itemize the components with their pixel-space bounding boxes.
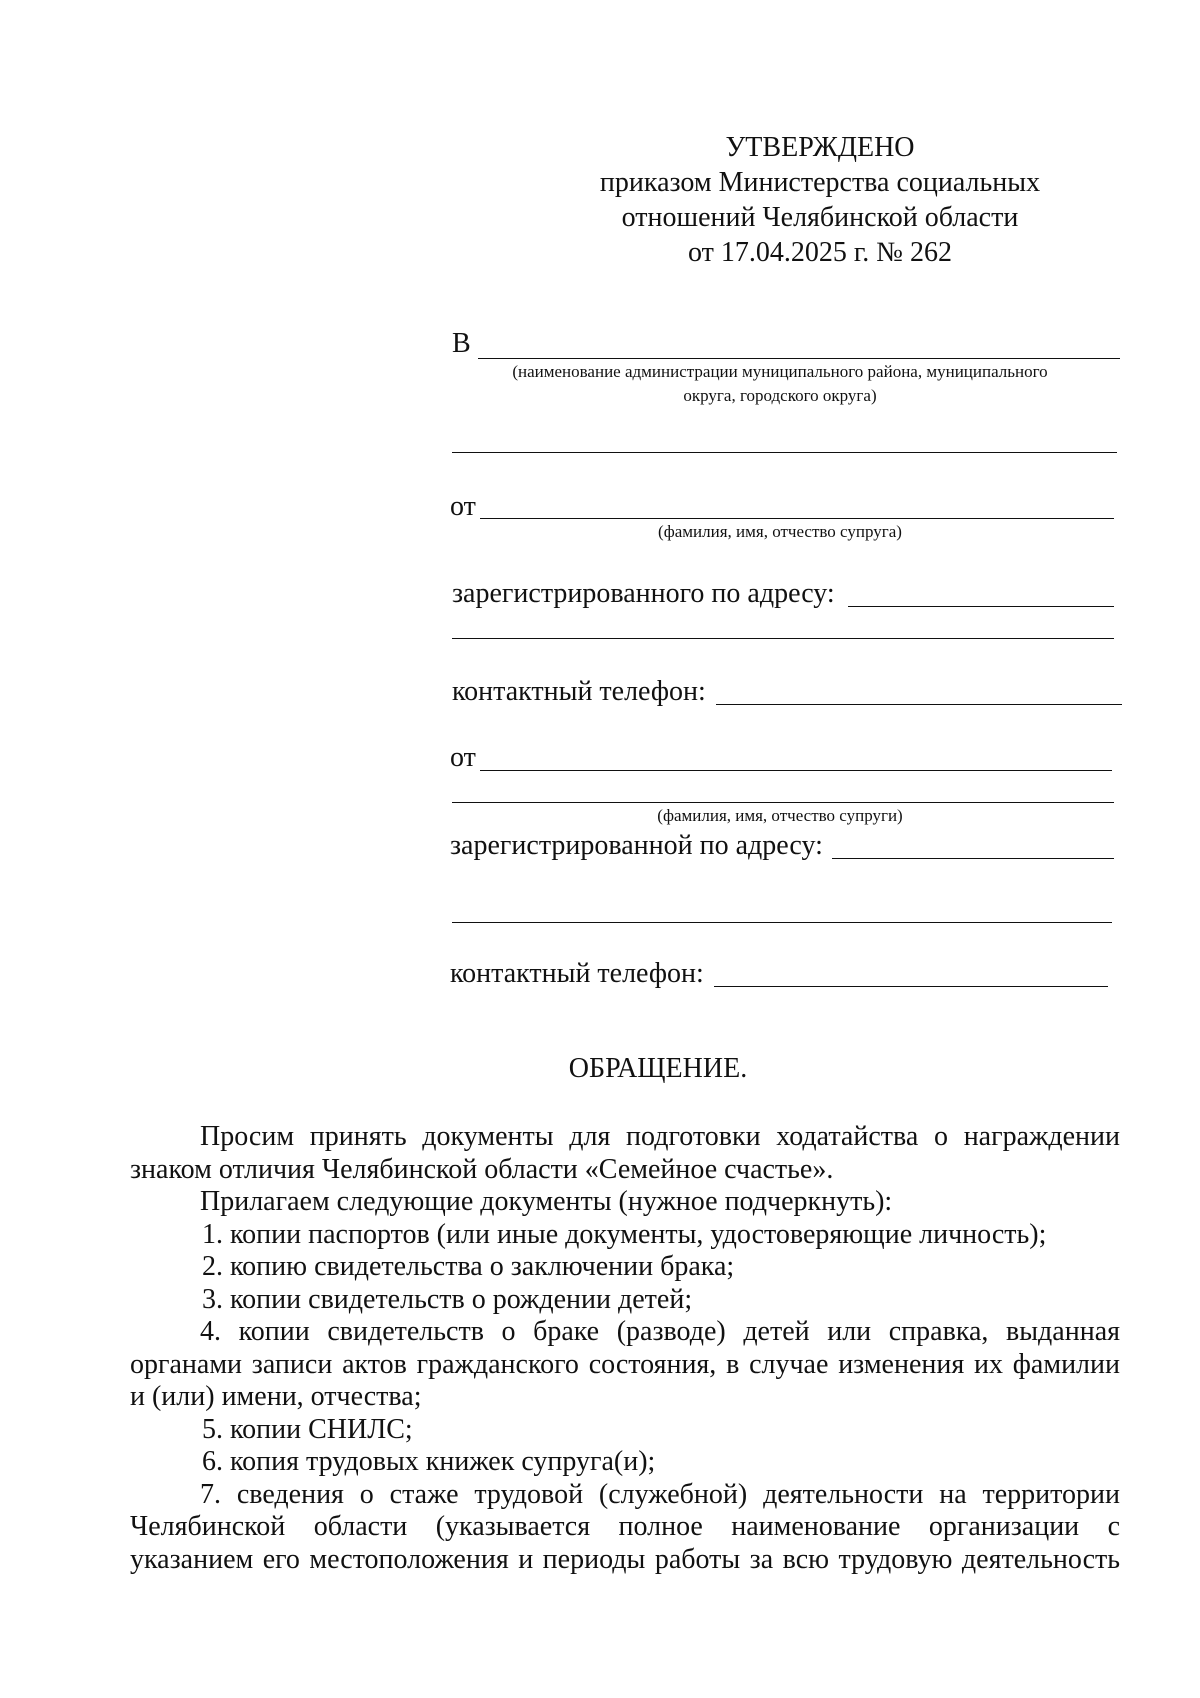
wife-address-field-line-2[interactable]	[452, 922, 1112, 923]
approval-title: УТВЕРЖДЕНО	[725, 132, 915, 163]
list-item-7-line1: 7. сведения о стаже трудовой (служебной) деятельности на территории	[200, 1478, 1120, 1510]
to-hint-line1: (наименование администрации муниципального района, муниципального	[512, 362, 1048, 381]
list-item-3: 3. копии свидетельств о рождении детей;	[202, 1283, 693, 1315]
wife-name-hint: (фамилия, имя, отчество супруги)	[657, 806, 903, 825]
to-field-line-2[interactable]	[452, 452, 1117, 453]
wife-address-label: зарегистрированной по адресу:	[450, 830, 823, 861]
husband-address-field-line[interactable]	[848, 606, 1114, 607]
request-paragraph-line1: Просим принять документы для подготовки ходатайства о награждении	[200, 1121, 1120, 1152]
list-item-4-line2: органами записи актов гражданского состояния, в случае изменения их фамилии	[130, 1348, 1120, 1380]
approval-order-line: приказом Министерства социальных	[599, 167, 1041, 198]
wife-name-field-line-2[interactable]	[452, 802, 1114, 803]
to-field-line[interactable]	[478, 358, 1120, 359]
husband-phone-field-line[interactable]	[716, 704, 1122, 705]
list-item-4-line3: и (или) имени, отчества;	[130, 1381, 422, 1412]
to-prefix: В	[452, 328, 471, 359]
from-wife-prefix: от	[450, 742, 476, 773]
husband-name-hint: (фамилия, имя, отчество супруга)	[658, 522, 902, 541]
to-hint-line2: округа, городского округа)	[683, 386, 877, 405]
list-item-7-line3: указанием его местоположения и периоды работы за всю трудовую деятельность	[130, 1543, 1120, 1575]
list-item-6: 6. копия трудовых книжек супруга(и);	[202, 1446, 656, 1477]
husband-phone-label: контактный телефон:	[452, 676, 706, 707]
list-item-5: 5. копии СНИЛС;	[202, 1413, 413, 1445]
document-body	[130, 1121, 1120, 1576]
husband-address-label: зарегистрированного по адресу:	[452, 578, 835, 609]
wife-phone-field-line[interactable]	[714, 986, 1108, 987]
husband-name-field-line[interactable]	[480, 518, 1114, 519]
list-item-2: 2. копию свидетельства о заключении брака;	[202, 1251, 735, 1282]
approval-ministry-line: отношений Челябинской области	[621, 202, 1019, 233]
approval-date-line: от 17.04.2025 г. № 262	[688, 237, 952, 268]
wife-address-field-line[interactable]	[832, 858, 1114, 859]
wife-name-field-line[interactable]	[480, 770, 1112, 771]
list-item-4-line1: 4. копии свидетельств о браке (разводе) детей или справка, выданная	[200, 1316, 1120, 1347]
list-item-7-line2: Челябинской области (указывается полное наименование организации с	[130, 1511, 1120, 1542]
attachments-intro: Прилагаем следующие документы (нужное подчеркнуть):	[200, 1186, 893, 1217]
approval-block	[560, 130, 1080, 270]
document-heading: ОБРАЩЕНИЕ.	[568, 1053, 748, 1084]
request-paragraph-line2: знаком отличия Челябинской области «Семейное счастье».	[130, 1153, 834, 1185]
husband-address-field-line-2[interactable]	[452, 638, 1114, 639]
wife-phone-label: контактный телефон:	[450, 958, 704, 989]
from-husband-prefix: от	[450, 491, 476, 522]
list-item-1: 1. копии паспортов (или иные документы, удостоверяющие личность);	[202, 1218, 1047, 1250]
